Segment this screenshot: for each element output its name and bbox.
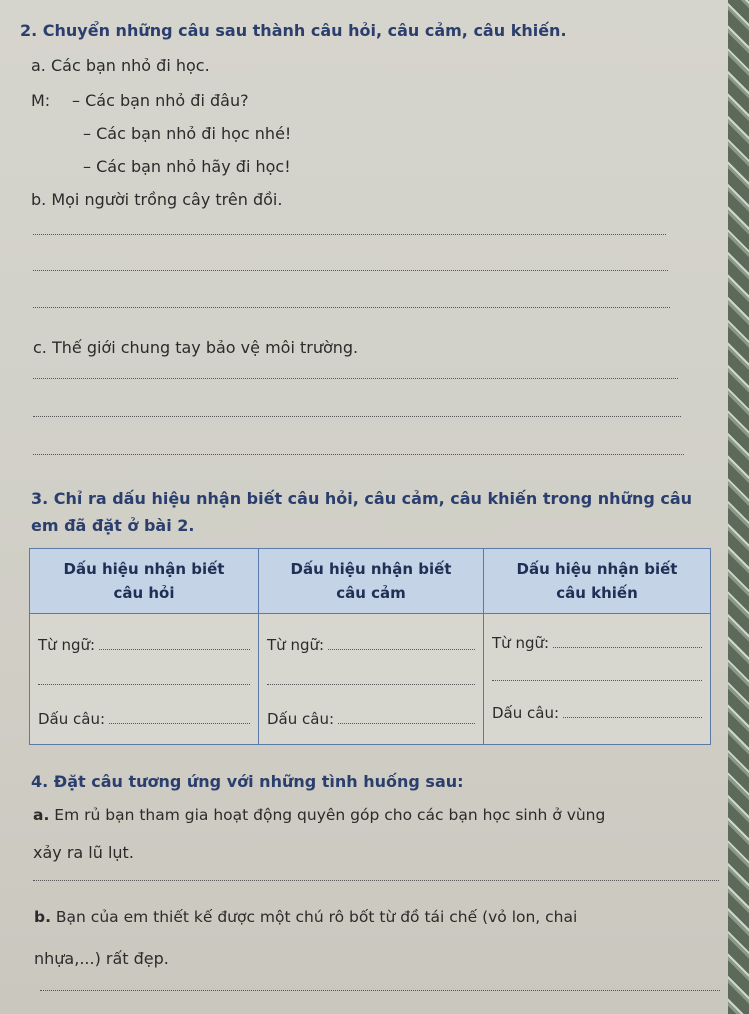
answer-line[interactable] [33, 416, 681, 417]
answer-line[interactable] [33, 454, 684, 455]
answer-line[interactable] [33, 307, 670, 308]
exercise-4a-line1: a. Em rủ bạn tham gia hoạt động quyên góp cho các bạn học sinh ở vùng [33, 806, 606, 824]
example-imperative: – Các bạn nhỏ hãy đi học! [83, 157, 291, 176]
header-line: câu khiến [556, 584, 638, 602]
exercise-4a-line2: xảy ra lũ lụt. [33, 843, 134, 862]
cell-exclamation-signs[interactable] [259, 614, 484, 745]
words-label: Từ ngữ: [267, 636, 325, 654]
header-line: Dấu hiệu nhận biết [290, 560, 452, 578]
exercise-2b-sentence: b. Mọi người trồng cây trên đồi. [31, 190, 283, 209]
answer-line[interactable] [33, 234, 666, 235]
header-imperative-signs [484, 549, 711, 614]
answer-line[interactable] [33, 270, 668, 271]
exercise-2a-sentence: a. Các bạn nhỏ đi học. [31, 56, 210, 75]
answer-line[interactable] [109, 723, 250, 724]
header-line: câu cảm [336, 584, 406, 602]
punctuation-label: Dấu câu: [38, 710, 106, 728]
example-label: M: [31, 91, 51, 110]
signs-table [29, 548, 711, 745]
exercise-4-title: 4. Đặt câu tương ứng với những tình huống sau: [31, 772, 464, 791]
exercise-4b-line1: b. Bạn của em thiết kế được một chú rô bốt từ đồ tái chế (vỏ lon, chai [34, 908, 578, 926]
punctuation-label: Dấu câu: [492, 704, 560, 722]
exercise-4b-text: Bạn của em thiết kế được một chú rô bốt từ đồ tái chế (vỏ lon, chai [55, 908, 578, 926]
example-question: – Các bạn nhỏ đi đâu? [72, 91, 249, 110]
cell-question-signs[interactable] [30, 614, 259, 745]
answer-line[interactable] [38, 684, 250, 685]
header-line: Dấu hiệu nhận biết [516, 560, 678, 578]
words-label: Từ ngữ: [492, 634, 550, 652]
answer-line[interactable] [563, 717, 702, 718]
answer-line[interactable] [338, 723, 475, 724]
answer-line[interactable] [33, 880, 719, 881]
answer-line[interactable] [99, 649, 250, 650]
header-line: câu hỏi [113, 584, 175, 602]
answer-line[interactable] [553, 647, 702, 648]
exercise-3-title-line2: em đã đặt ở bài 2. [31, 516, 195, 535]
answer-line[interactable] [40, 990, 720, 991]
exercise-3-title-line1: 3. Chỉ ra dấu hiệu nhận biết câu hỏi, câu cảm, câu khiến trong những câu [31, 489, 693, 508]
answer-line[interactable] [328, 649, 475, 650]
answer-line[interactable] [33, 378, 678, 379]
answer-line[interactable] [267, 684, 475, 685]
answer-line[interactable] [492, 680, 702, 681]
background-fabric [728, 0, 749, 1014]
exercise-4a-text: Em rủ bạn tham gia hoạt động quyên góp cho các bạn học sinh ở vùng [54, 806, 606, 824]
header-line: Dấu hiệu nhận biết [63, 560, 225, 578]
exercise-2-title: 2. Chuyển những câu sau thành câu hỏi, câu cảm, câu khiến. [20, 21, 567, 40]
header-question-signs [30, 549, 259, 614]
example-exclamation: – Các bạn nhỏ đi học nhé! [83, 124, 292, 143]
words-label: Từ ngữ: [38, 636, 96, 654]
exercise-4b-line2: nhựa,...) rất đẹp. [34, 949, 169, 968]
exercise-2c-sentence: c. Thế giới chung tay bảo vệ môi trường. [33, 338, 359, 357]
header-exclamation-signs [259, 549, 484, 614]
punctuation-label: Dấu câu: [267, 710, 335, 728]
cell-imperative-signs[interactable] [484, 614, 711, 745]
